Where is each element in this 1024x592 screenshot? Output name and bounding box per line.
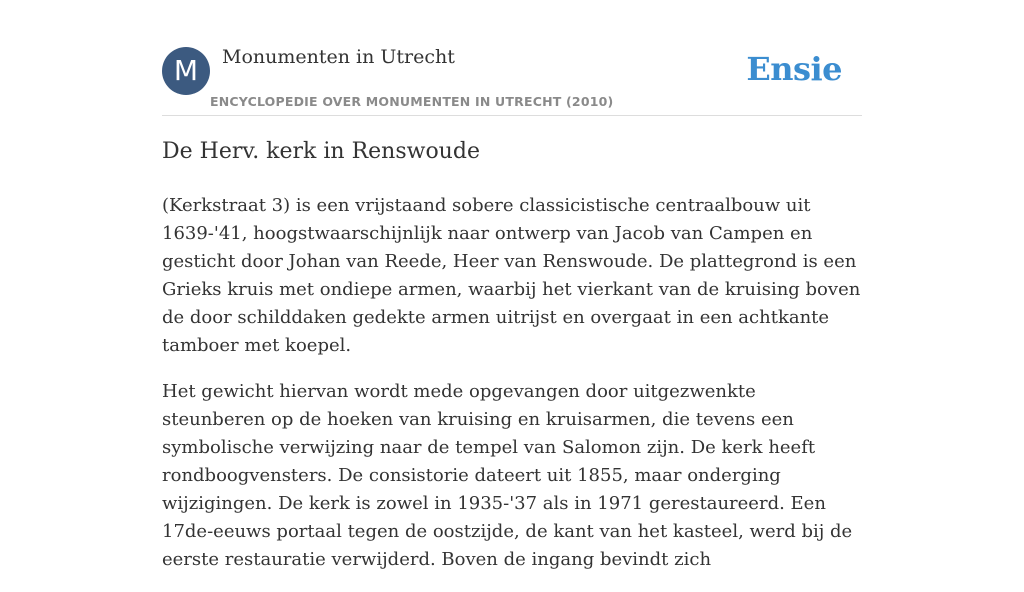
source-title-link[interactable]: Monumenten in Utrecht [222,46,455,68]
source-avatar[interactable]: M [162,47,210,95]
source-subtitle: ENCYCLOPEDIE OVER MONUMENTEN IN UTRECHT (2010) [210,94,614,109]
article-title: De Herv. kerk in Renswoude [162,139,480,164]
article-body [162,192,862,592]
ensie-logo[interactable]: Ensie [746,50,842,88]
article-paragraph: (Kerkstraat 3) is een vrijstaand sobere classicistische centraalbouw uit 1639-'41, hoogstwaarschijnlijk naar ontwerp van Jacob van Campen en gesticht door Johan van Reede, Heer van Renswoude. De plattegrond is een Grieks kruis met ondiepe armen, waarbij het vierkant van de kruising boven de door schilddaken gedekte armen uitrijst en overgaat in een achtkante tamboer met koepel. [162,195,861,356]
source-header [162,0,862,116]
page-container [162,0,862,570]
article-paragraph: Het gewicht hiervan wordt mede opgevangen door uitgezwenkte steunberen op de hoeken van kruising en kruisarmen, die tevens een symbolische verwijzing naar de tempel van Salomon zijn. De kerk heeft rondboogvensters. De consistorie dateert uit 1855, maar onderging wijzigingen. De kerk is zowel in 1935-'37 als in 1971 gerestaureerd. Een 17de-eeuws portaal tegen de oostzijde, de kant van het kasteel, werd bij de eerste restauratie verwijderd. Boven de ingang bevindt zich [162,381,853,570]
